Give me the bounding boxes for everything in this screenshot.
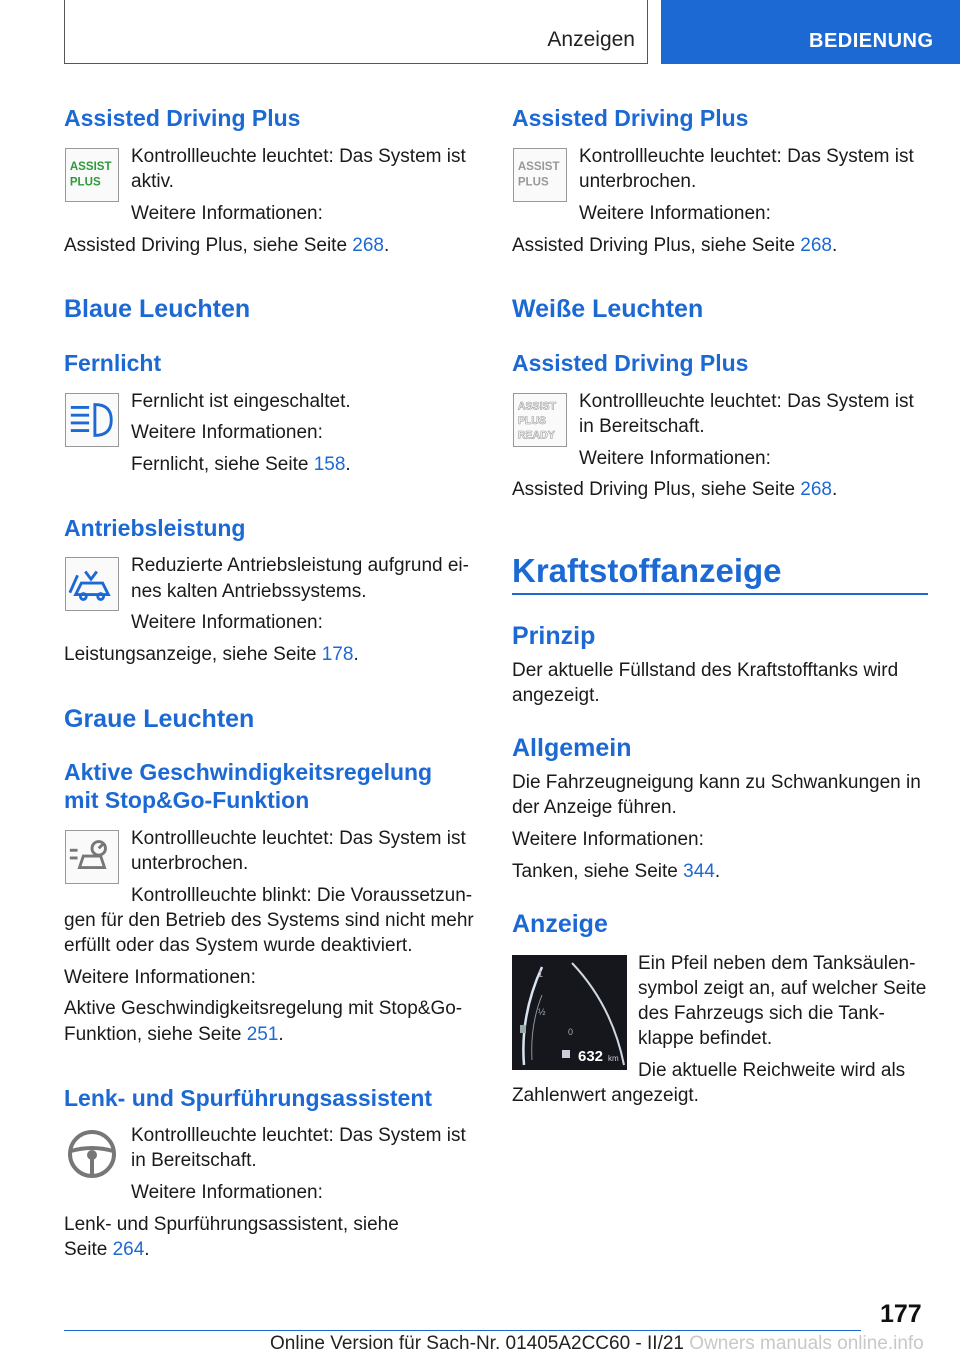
footer-text (270, 1333, 924, 1355)
adp-white-line2: in Bereitschaft. (579, 416, 705, 437)
prinzip-line1: Der aktuelle Füllstand des Kraftstofftanks wird (512, 660, 899, 681)
prinzip-line2: angezeigt. (512, 685, 600, 706)
adp-green-more: Weitere Informationen: (131, 203, 323, 224)
adp-grey-ref: Assisted Driving Plus, siehe Seite 268. (512, 235, 838, 256)
heading-acc-line1: Aktive Geschwindigkeitsregelung (64, 759, 433, 785)
adp-grey-page-link[interactable]: 268 (800, 235, 832, 256)
heading-kraftstoffanzeige: Kraftstoffanzeige (512, 552, 782, 589)
assist-plus-green-icon (65, 148, 119, 202)
svg-text:ASSIST: ASSIST (517, 400, 557, 413)
allgemein-more: Weitere Informationen: (512, 829, 704, 850)
antrieb-page-link[interactable]: 178 (321, 644, 354, 665)
svg-text:PLUS: PLUS (69, 176, 101, 189)
footer-online-version: Online Version für Sach-Nr. 01405A2CC60 - II/21 (270, 1333, 685, 1354)
lenk-page-link[interactable]: 264 (112, 1239, 145, 1260)
cruise-control-grey-icon (65, 830, 119, 884)
high-beam-icon (65, 393, 119, 447)
adp-white-line1: Kontrollleuchte leuchtet: Das System ist (579, 391, 914, 412)
acc-line1: Kontrollleuchte leuchtet: Das System ist (131, 828, 466, 849)
gauge-label-full: 1 (538, 969, 544, 979)
adp-white-ref: Assisted Driving Plus, siehe Seite 268. (512, 479, 838, 500)
antrieb-ref: Leistungsanzeige, siehe Seite 178. (64, 644, 359, 665)
steering-wheel-icon (65, 1127, 119, 1181)
allgemein-line1: Die Fahrzeugneigung kann zu Schwankungen in (512, 772, 921, 793)
header-chapter-tab (661, 0, 960, 64)
anzeige-line3: des Fahrzeugs sich die Tank- (638, 1003, 885, 1024)
assist-plus-grey-icon (513, 148, 567, 202)
fernlicht-line1: Fernlicht ist eingeschaltet. (131, 391, 351, 412)
page-number: 177 (880, 1300, 922, 1328)
acc-line3: Kontrollleuchte blinkt: Die Voraussetzun- (131, 885, 473, 906)
heading-adp-green: Assisted Driving Plus (64, 105, 301, 131)
adp-grey-more: Weitere Informationen: (579, 203, 771, 224)
fernlicht-more: Weitere Informationen: (131, 422, 323, 443)
reduced-power-icon (65, 557, 119, 611)
heading-graue-leuchten: Graue Leuchten (64, 705, 255, 733)
anzeige-line6: Zahlenwert angezeigt. (512, 1085, 699, 1106)
heading-anzeige: Anzeige (512, 910, 608, 938)
antrieb-line2: nes kalten Antriebssystems. (131, 581, 367, 602)
heading-adp-white: Assisted Driving Plus (512, 350, 749, 376)
footer-rule (64, 1330, 861, 1331)
heading-antriebsleistung: Antriebsleistung (64, 515, 246, 541)
allgemein-line2: der Anzeige führen. (512, 797, 677, 818)
svg-text:PLUS: PLUS (517, 414, 547, 427)
svg-text:PLUS: PLUS (517, 176, 549, 189)
anzeige-line2: symbol zeigt an, auf welcher Seite (638, 978, 927, 999)
adp-green-line2: aktiv. (131, 171, 174, 192)
lenk-line2: in Bereitschaft. (131, 1150, 257, 1171)
assist-plus-ready-icon (513, 393, 567, 447)
adp-white-more: Weitere Informationen: (579, 448, 771, 469)
lenk-ref2: Seite 264. (64, 1239, 150, 1260)
lenk-more: Weitere Informationen: (131, 1182, 323, 1203)
header-section-box (64, 0, 648, 64)
heading-prinzip: Prinzip (512, 622, 596, 650)
svg-text:ASSIST: ASSIST (69, 161, 112, 174)
anzeige-line5: Die aktuelle Reichweite wird als (638, 1060, 906, 1081)
gauge-range-value: 632 (578, 1048, 604, 1065)
anzeige-line1: Ein Pfeil neben dem Tanksäulen- (638, 953, 916, 974)
anzeige-line4: klappe befindet. (638, 1028, 773, 1049)
adp-green-line1: Kontrollleuchte leuchtet: Das System ist (131, 146, 466, 167)
adp-white-page-link[interactable]: 268 (800, 479, 832, 500)
fernlicht-ref: Fernlicht, siehe Seite 158. (131, 454, 351, 475)
acc-line5: erfüllt oder das System wurde deaktiviert. (64, 935, 413, 956)
heading-weisse-leuchten: Weiße Leuchten (512, 295, 704, 323)
footer-watermark: Owners manuals online.info (689, 1333, 924, 1354)
lenk-ref1: Lenk- und Spurführungsassistent, siehe (64, 1214, 399, 1235)
acc-line4: gen für den Betrieb des Systems sind nicht mehr (64, 910, 474, 931)
allgemein-page-link[interactable]: 344 (683, 861, 715, 882)
svg-text:READY: READY (517, 429, 555, 442)
antrieb-more: Weitere Informationen: (131, 612, 323, 633)
acc-line2: unterbrochen. (131, 853, 249, 874)
fuel-gauge-image (512, 955, 627, 1070)
adp-grey-line2: unterbrochen. (579, 171, 697, 192)
header-chapter-title: BEDIENUNG (809, 30, 934, 52)
gauge-label-half: ½ (538, 1007, 546, 1017)
adp-grey-line1: Kontrollleuchte leuchtet: Das System ist (579, 146, 914, 167)
heading-acc-line2: mit Stop&Go-Funktion (64, 787, 310, 813)
heading-blaue-leuchten: Blaue Leuchten (64, 295, 251, 323)
svg-text:ASSIST: ASSIST (517, 161, 560, 174)
heading-adp-grey: Assisted Driving Plus (512, 105, 749, 131)
heading-fernlicht: Fernlicht (64, 350, 162, 376)
allgemein-ref: Tanken, siehe Seite 344. (512, 861, 721, 882)
header-section-title: Anzeigen (547, 28, 635, 51)
acc-ref1: Aktive Geschwindigkeitsregelung mit Stop&Go- (64, 998, 463, 1019)
heading-lenk: Lenk- und Spurführungsassistent (64, 1085, 433, 1111)
section-rule (512, 593, 928, 595)
acc-more: Weitere Informationen: (64, 967, 256, 988)
gauge-label-empty: 0 (568, 1027, 574, 1037)
fernlicht-page-link[interactable]: 158 (313, 454, 346, 475)
adp-green-page-link[interactable]: 268 (352, 235, 384, 256)
acc-page-link[interactable]: 251 (246, 1024, 279, 1045)
lenk-line1: Kontrollleuchte leuchtet: Das System ist (131, 1125, 466, 1146)
adp-green-ref: Assisted Driving Plus, siehe Seite 268. (64, 235, 390, 256)
heading-allgemein: Allgemein (512, 734, 632, 762)
gauge-range-unit: km (608, 1054, 619, 1063)
antrieb-line1: Reduzierte Antriebsleistung aufgrund ei- (131, 555, 469, 576)
acc-ref2: Funktion, siehe Seite 251. (64, 1024, 284, 1045)
